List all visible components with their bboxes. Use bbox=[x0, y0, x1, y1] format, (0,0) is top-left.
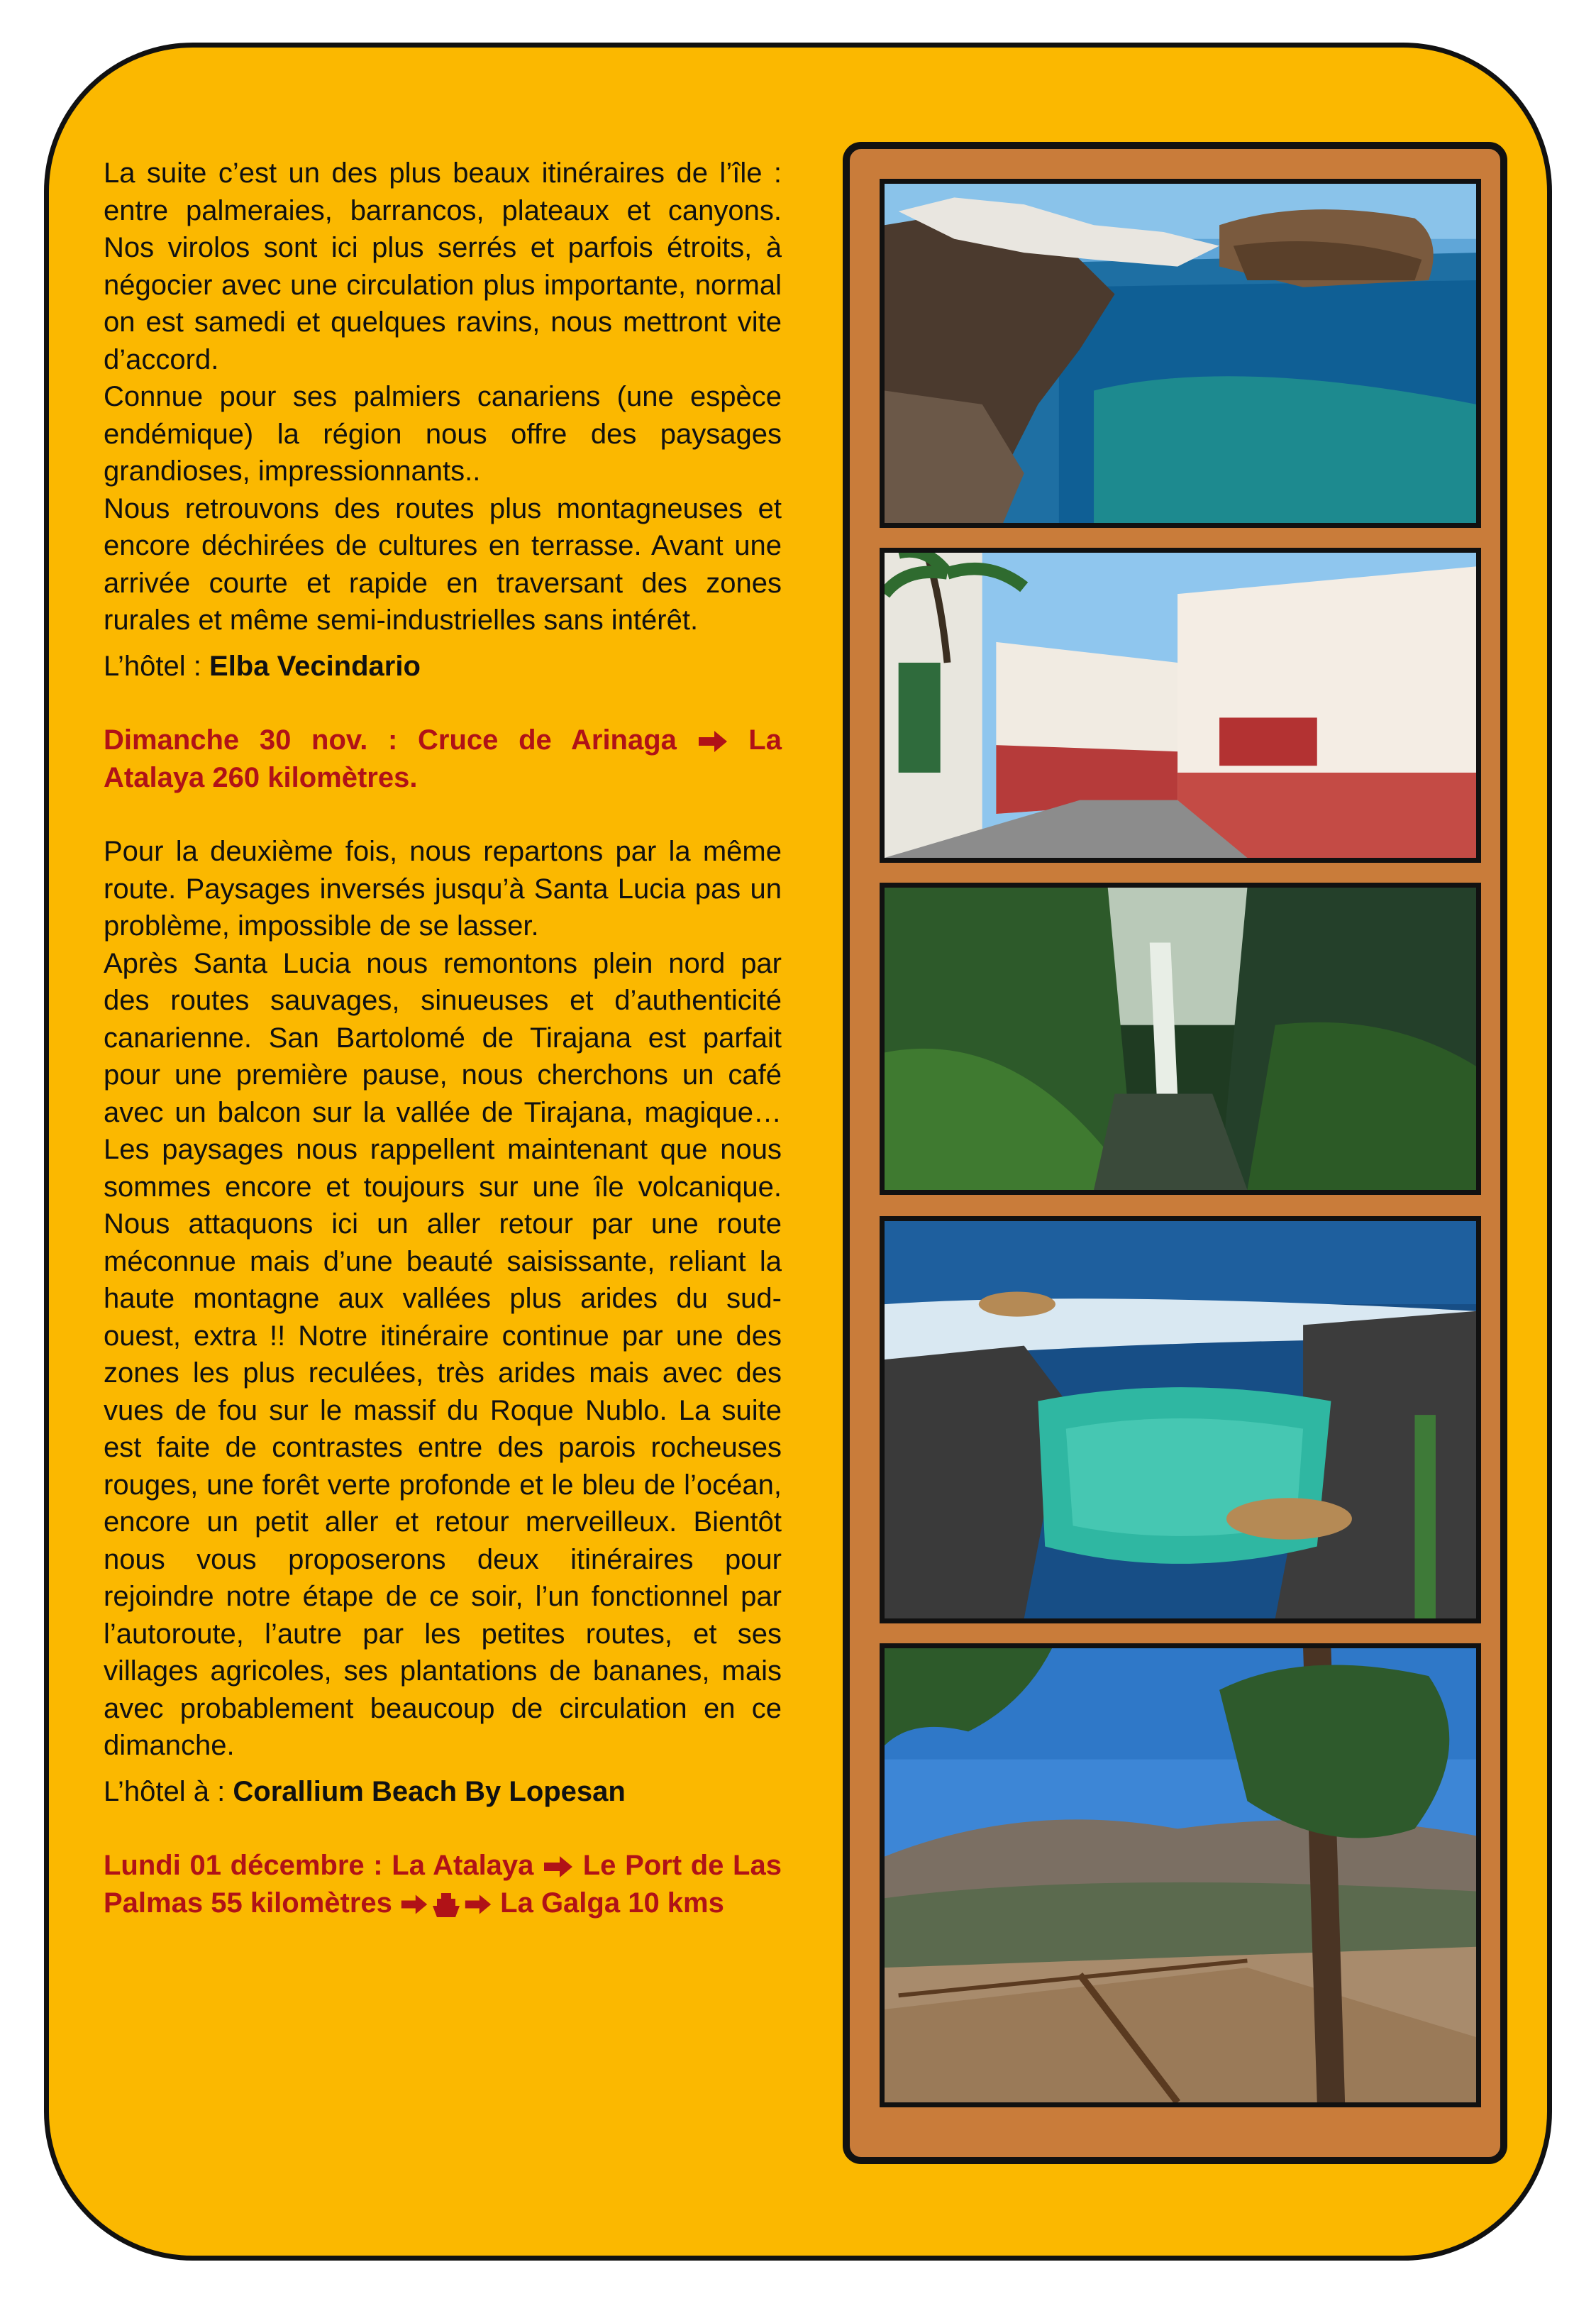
day-heading-text: Lundi 01 décembre : La Atalaya bbox=[104, 1850, 543, 1881]
mountain-overlook-photo bbox=[880, 1643, 1481, 2107]
paragraph: Après Santa Lucia nous remontons plein nord par des routes sauvages, sinueuses et d’authenticité canarienne. San Bartolomé de Tirajana est parfait pour une première pause, nous cherchons un café avec un balcon sur la vallée de Tirajana, magique… Les paysages nous rappellent maintenant que nous sommes encore et toujours sur une île volcanique. Nous attaquons ici un aller retour par une route méconnue mais d’une beauté saisissante, reliant la haute montagne aux vallées plus arides du sud-ouest, extra !! Notre itinéraire continue par une des zones les plus reculées, très arides mais avec des vues de fou sur le massif du Roque Nublo. La suite est faite de contrastes entre des parois rocheuses rouges, une forêt verte profonde et le bleu de l’océan, encore un petit aller et retour merveilleux. Bientôt nous vous proposerons deux itinéraires pour rejoindre notre étape de ce soir, l’un fonctionnel par l’autoroute, l’autre par les petites routes, et ses villages agricoles, ses plantations de bananes, mais avec probablement beaucoup de circulation en ce dimanche. bbox=[104, 947, 782, 1761]
day-heading-text: Le Port de Las Palmas 55 kilomètres bbox=[104, 1850, 782, 1919]
day-heading bbox=[104, 1847, 782, 1921]
arrow-right-icon bbox=[400, 1892, 428, 1917]
arrow-right-icon bbox=[464, 1892, 492, 1917]
hotel-name: Corallium Beach By Lopesan bbox=[233, 1775, 626, 1807]
day-heading bbox=[104, 722, 782, 796]
text-column bbox=[104, 155, 782, 1921]
natural-pool-photo bbox=[880, 1216, 1481, 1623]
coastal-bay-photo bbox=[880, 179, 1481, 528]
day-heading-text: La Atalaya 260 kilomètres. bbox=[104, 724, 782, 793]
paragraph: Nous retrouvons des routes plus montagneuses et encore déchirées de cultures en terrasse. Avant une arrivée courte et rapide en traversant des zones rurales et même semi-industrielles sans intérêt. bbox=[104, 492, 782, 636]
waterfall-photo bbox=[880, 883, 1481, 1195]
paragraph: Pour la deuxième fois, nous repartons par la même route. Paysages inversés jusqu’à Santa Lucia pas un problème, impossible de se lasser. bbox=[104, 836, 782, 942]
day-heading-text: Dimanche 30 nov. : Cruce de Arinaga bbox=[104, 724, 697, 756]
hotel-label: L’hôtel à : bbox=[104, 1775, 233, 1807]
paragraph: La suite c’est un des plus beaux itinéraires de l’île : entre palmeraies, barrancos, plateaux et canyons. Nos virolos sont ici plus serrés et parfois étroits, à négocier avec une circulation plus importante, normal on est samedi et quelques ravins, nous mettront vite d’accord. bbox=[104, 158, 782, 375]
day-heading-text: La Galga 10 kms bbox=[492, 1887, 724, 1919]
arrow-right-icon bbox=[697, 729, 728, 754]
hotel-line bbox=[104, 648, 782, 685]
hotel-line bbox=[104, 1773, 782, 1811]
arrow-right-icon bbox=[543, 1854, 574, 1880]
colonial-street-photo bbox=[880, 548, 1481, 863]
hotel-name: Elba Vecindario bbox=[209, 650, 421, 682]
hotel-label: L’hôtel : bbox=[104, 650, 210, 682]
paragraph: Connue pour ses palmiers canariens (une espèce endémique) la région nous offre des paysages grandioses, impressionnants.. bbox=[104, 381, 782, 487]
photo-frame bbox=[843, 142, 1507, 2164]
ship-icon bbox=[431, 1890, 461, 1919]
